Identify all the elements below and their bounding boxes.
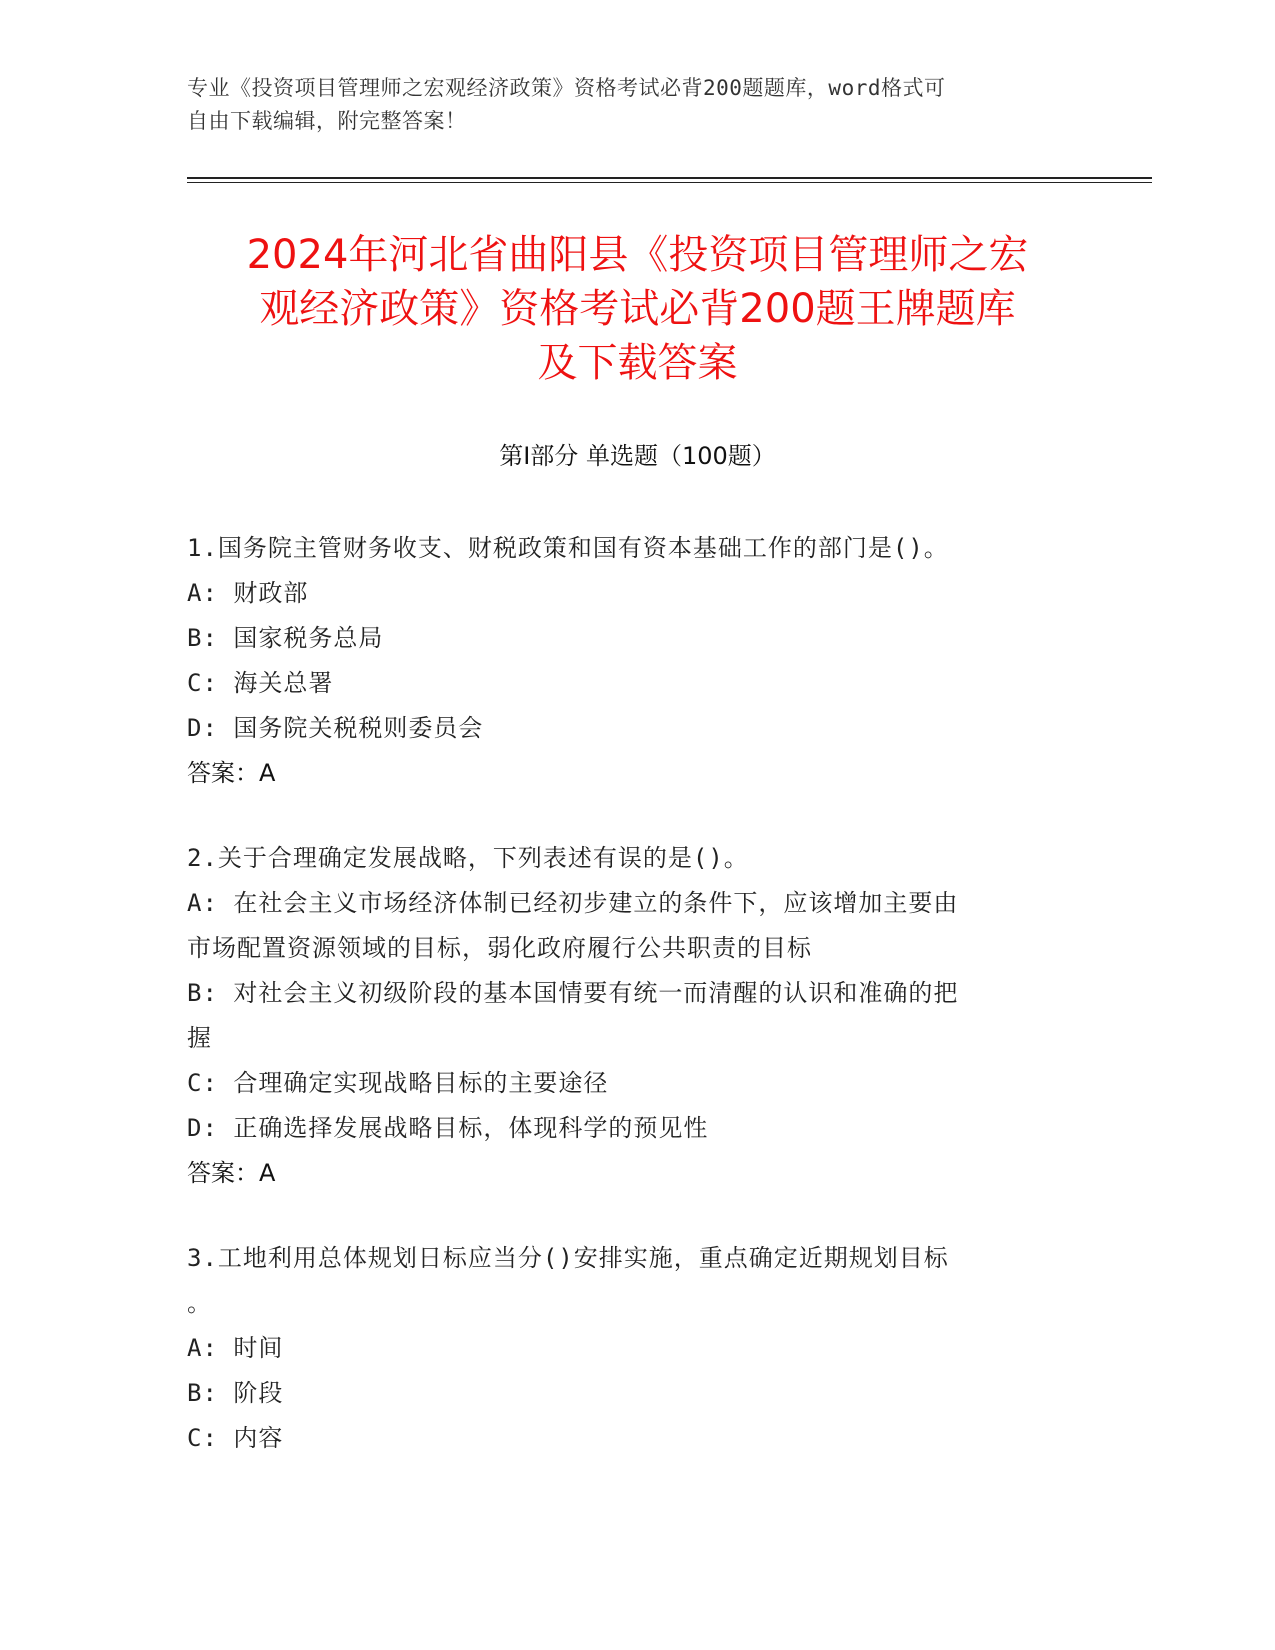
title-line: 2024年河北省曲阳县《投资项目管理师之宏 <box>246 232 1029 278</box>
option-line: A: 时间 <box>187 1334 284 1362</box>
option-line: B: 阶段 <box>187 1379 284 1407</box>
option-line: D: 国务院关税税则委员会 <box>187 714 484 742</box>
option-line: C: 内容 <box>187 1424 284 1452</box>
option-line: B: 国家税务总局 <box>187 624 384 652</box>
question-stem: 2.关于合理确定发展战略，下列表述有误的是()。 <box>187 844 749 872</box>
option-line: C: 合理确定实现战略目标的主要途径 <box>187 1069 609 1097</box>
question-stem: 3.工地利用总体规划日标应当分()安排实施，重点确定近期规划目标 <box>187 1244 949 1272</box>
header-note-line: 自由下载编辑，附完整答案！ <box>187 109 467 133</box>
answer-line: 答案：A <box>187 759 276 787</box>
question-list <box>187 526 1067 1501</box>
option-line: A: 在社会主义市场经济体制已经初步建立的条件下，应该增加主要由 <box>187 889 959 917</box>
option-line: 市场配置资源领域的目标，弱化政府履行公共职责的目标 <box>187 934 812 962</box>
question-stem: 。 <box>187 1289 212 1317</box>
option-line: 握 <box>187 1024 212 1052</box>
question-item <box>187 526 1067 796</box>
question-item <box>187 1236 1067 1461</box>
question-stem: 1.国务院主管财务收支、财税政策和国有资本基础工作的部门是()。 <box>187 534 949 562</box>
option-line: B: 对社会主义初级阶段的基本国情要有统一而清醒的认识和准确的把 <box>187 979 959 1007</box>
section-heading: 第Ⅰ部分 单选题（100题） <box>499 442 776 470</box>
option-line: C: 海关总署 <box>187 669 334 697</box>
title-line: 及下载答案 <box>537 340 738 386</box>
option-line: A: 财政部 <box>187 579 309 607</box>
option-line: D: 正确选择发展战略目标，体现科学的预见性 <box>187 1114 709 1142</box>
document-title <box>150 228 1125 390</box>
header-note <box>187 72 1067 138</box>
header-note-line: 专业《投资项目管理师之宏观经济政策》资格考试必背200题题库，word格式可 <box>187 76 946 100</box>
answer-line: 答案：A <box>187 1159 276 1187</box>
question-item <box>187 836 1067 1196</box>
header-divider-thin <box>187 182 1152 183</box>
title-line: 观经济政策》资格考试必背200题王牌题库 <box>259 286 1016 332</box>
header-divider-thick <box>187 177 1152 179</box>
